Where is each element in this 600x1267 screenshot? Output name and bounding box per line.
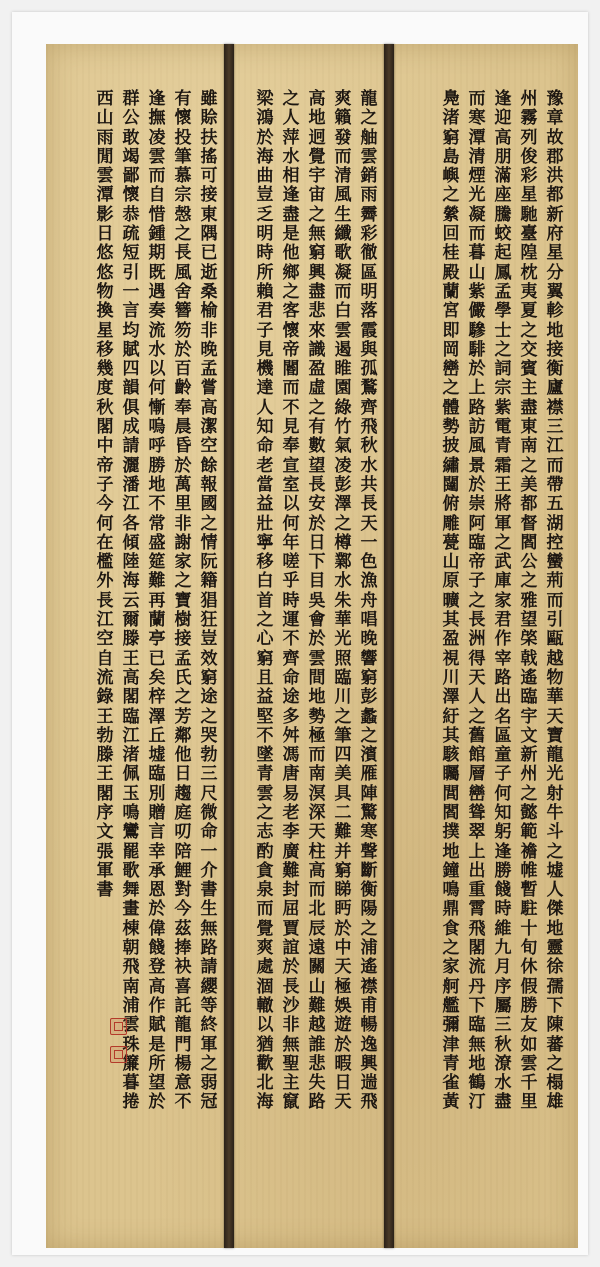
text-column: 有懷投筆慕宗愨之長風舍簪笏於百齡奉晨昏於萬里非謝家之寶樹接孟氏之芳鄰他日趨庭叨陪鯉對今茲捧袂喜託龍門楊意不 bbox=[174, 89, 192, 1113]
panel-middle bbox=[236, 44, 382, 1248]
panel-left bbox=[74, 44, 222, 1248]
text-column: 豫章故郡洪都新府星分翼軫地接衡廬襟三江而帶五湖控蠻荊而引甌越物華天寶龍光射牛斗之墟人傑地靈徐孺下陳蕃之榻雄 bbox=[546, 89, 564, 1113]
text-column: 高地迥覺宇宙之無窮興盡悲來識盈虛之有數望長安於日下目吳會於雲間地勢極而南溟深天柱高而北辰遠關山難越誰悲失路 bbox=[308, 89, 326, 1113]
text-column: 州霧列俊彩星馳臺隍枕夷夏之交賓主盡東南之美都督閻公之雅望棨戟遙臨宇文新州之懿範襜帷暫駐十旬休假勝友如雲千里 bbox=[520, 89, 538, 1113]
text-column: 西山雨閒雲潭影日悠悠物換星移幾度秋閣中帝子今何在檻外長江空自流 錄王勃滕王閣序文張軍書 bbox=[96, 89, 114, 901]
artist-seal bbox=[110, 1046, 127, 1063]
panel-right bbox=[398, 44, 568, 1248]
text-column: 梁鴻於海曲豈乏明時所賴君子見機達人知命老當益壯寧移白首之心窮且益堅不墜青雲之志酌貪泉而覺爽處涸轍以猶歡北海 bbox=[256, 89, 274, 1113]
divider-bar bbox=[224, 44, 234, 1248]
text-column: 鳧渚窮島嶼之縈回桂殿蘭宮即岡巒之體勢披繡闥俯雕甍山原曠其盈視川澤紆其駭矚閭閻撲地鐘鳴鼎食之家舸艦彌津青雀黃 bbox=[442, 89, 460, 1113]
text-column: 之人萍水相逢盡是他鄉之客懷帝閽而不見奉宣室以何年嗟乎時運不齊命途多舛馮唐易老李廣難封屈賈誼於長沙非無聖主竄 bbox=[282, 89, 300, 1113]
text-column: 逢撫凌雲而自惜鍾期既遇奏流水以何慚嗚呼勝地不常盛筵難再蘭亭已矣梓澤丘墟臨別贈言幸承恩於偉餞登高作賦是所望於 bbox=[148, 89, 166, 1113]
scroll-mount bbox=[12, 12, 588, 1255]
name-seal bbox=[110, 1018, 127, 1035]
text-column: 逢迎高朋滿座騰蛟起鳳孟學士之詞宗紫電青霜王將軍之武庫家君作宰路出名區童子何知躬逢勝餞時維九月序屬三秋潦水盡 bbox=[494, 89, 512, 1113]
text-column: 龍之舳雲銷雨霽彩徹區明落霞與孤鶩齊飛秋水共長天一色漁舟唱晚響窮彭蠡之濱雁陣驚寒聲斷衡陽之浦遙襟甫暢逸興遄飛 bbox=[360, 89, 378, 1113]
divider-bar bbox=[384, 44, 394, 1248]
text-column: 雖賒扶搖可接東隅已逝桑榆非晚孟嘗高潔空餘報國之情阮籍猖狂豈效窮途之哭勃三尺微命一介書生無路請纓等終軍之弱冠 bbox=[200, 89, 218, 1113]
text-column: 群公敢竭鄙懷恭疏短引一言均賦四韻俱成請灑潘江各傾陸海云爾滕王高閣臨江渚佩玉鳴鸞罷歌舞畫棟朝飛南浦雲珠簾暮捲 bbox=[122, 89, 140, 1113]
calligraphy-scroll bbox=[46, 44, 578, 1248]
text-column: 而寒潭清煙光凝而暮山紫儼驂騑於上路訪風景於崇阿臨帝子之長洲得天人之舊館層巒聳翠上出重霄飛閣流丹下臨無地鶴汀 bbox=[468, 89, 486, 1113]
text-column: 爽籟發而清風生纖歌凝而白雲遏睢園綠竹氣凌彭澤之樽鄴水朱華光照臨川之筆四美具二難并窮睇眄於中天極娛遊於暇日天 bbox=[334, 89, 352, 1113]
